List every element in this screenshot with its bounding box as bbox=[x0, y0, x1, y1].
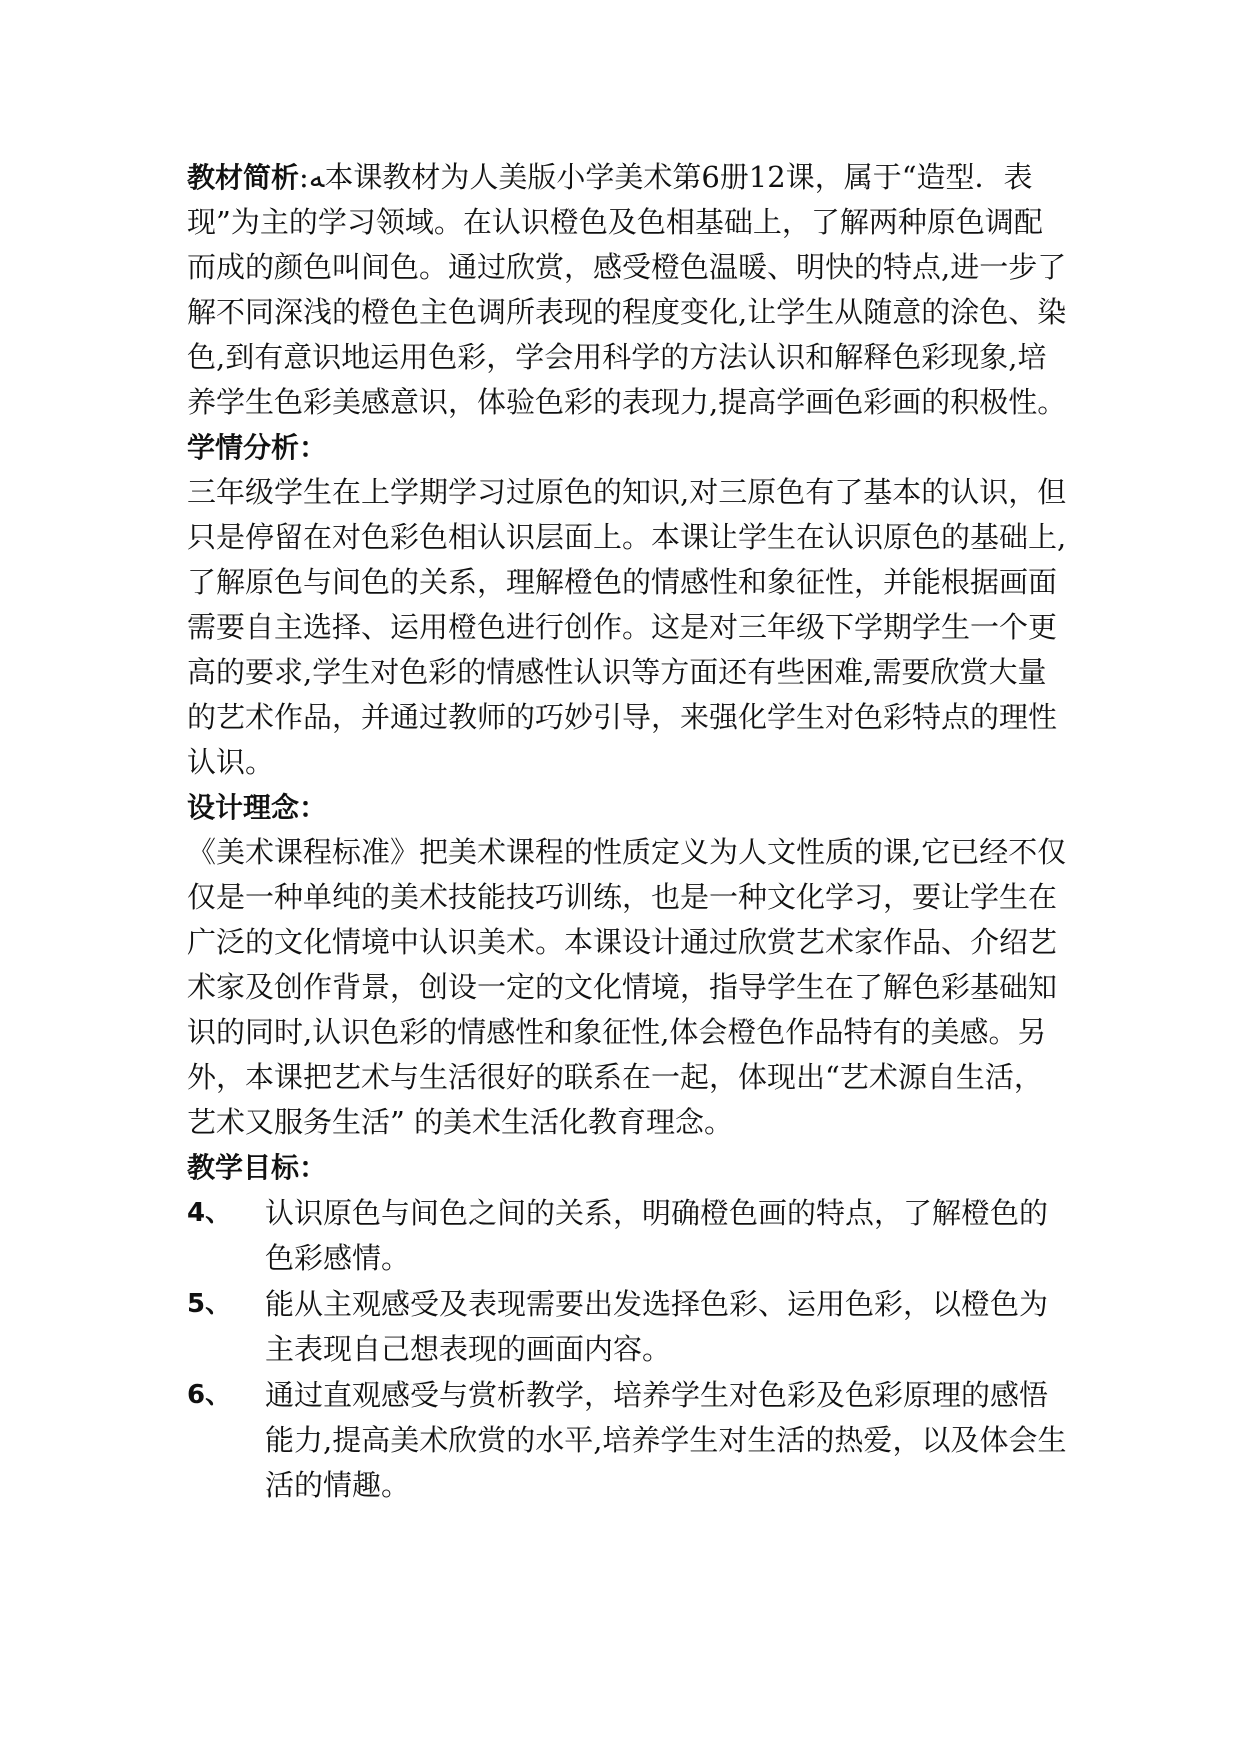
goal-item bbox=[187, 1191, 1067, 1281]
goal-text: 认识原色与间色之间的关系，明确橙色画的特点，了解橙色的色彩感情。 bbox=[265, 1196, 1049, 1275]
material-analysis-text: 本课教材为人美版小学美术第6册12课，属于“造型．表现”为主的学习领域。在认识橙色及色相基础上，了解两种原色调配而成的颜色叫间色。通过欣赏，感受橙色温暖、明快的特点,进一步了解不同深浅的橙色主色调所表现的程度变化,让学生从随意的涂色、染色,到有意识地运用色彩，学会用科学的方法认识和解释色彩现象,培养学生色彩美感意识，体验色彩的表现力,提高学画色彩画的积极性。 bbox=[187, 160, 1067, 419]
teaching-goals-heading: 教学目标： bbox=[187, 1151, 328, 1184]
goal-item bbox=[187, 1373, 1067, 1508]
student-analysis-heading: 学情分析： bbox=[187, 431, 328, 464]
goal-number: 5、 bbox=[187, 1289, 232, 1319]
teaching-goals-list bbox=[187, 1191, 1067, 1508]
goal-text: 通过直观感受与赏析教学，培养学生对色彩及色彩原理的感悟能力,提高美术欣赏的水平,培养学生对生活的热爱，以及体会生活的情趣。 bbox=[265, 1378, 1067, 1502]
material-analysis-heading: 教材简析 bbox=[187, 161, 300, 194]
document-body bbox=[187, 155, 1067, 1508]
goal-item bbox=[187, 1282, 1067, 1372]
design-concept-heading: 设计理念： bbox=[187, 791, 328, 824]
goal-number: 6、 bbox=[187, 1380, 232, 1410]
material-analysis-paragraph bbox=[187, 155, 1067, 425]
stray-mark: ﻪ bbox=[308, 160, 325, 194]
design-concept-text: 《美术课程标准》把美术课程的性质定义为人文性质的课,它已经不仅仅是一种单纯的美术技能技巧训练，也是一种文化学习，要让学生在广泛的文化情境中认识美术。本课设计通过欣赏艺术家作品、介绍艺术家及创作背景，创设一定的文化情境，指导学生在了解色彩基础知识的同时,认识色彩的情感性和象征性,体会橙色作品特有的美感。另外，本课把艺术与生活很好的联系在一起，体现出“艺术源自生活，艺术又服务生活” 的美术生活化教育理念。 bbox=[187, 835, 1067, 1139]
goal-number: 4、 bbox=[187, 1198, 232, 1228]
student-analysis-text: 三年级学生在上学期学习过原色的知识,对三原色有了基本的认识，但只是停留在对色彩色相认识层面上。本课让学生在认识原色的基础上,了解原色与间色的关系，理解橙色的情感性和象征性，并能根据画面需要自主选择、运用橙色进行创作。这是对三年级下学期学生一个更高的要求,学生对色彩的情感性认识等方面还有些困难,需要欣赏大量的艺术作品，并通过教师的巧妙引导，来强化学生对色彩特点的理性认识。 bbox=[187, 475, 1067, 779]
material-analysis-colon: : bbox=[299, 160, 309, 194]
goal-text: 能从主观感受及表现需要出发选择色彩、运用色彩，以橙色为主表现自己想表现的画面内容。 bbox=[265, 1287, 1049, 1366]
